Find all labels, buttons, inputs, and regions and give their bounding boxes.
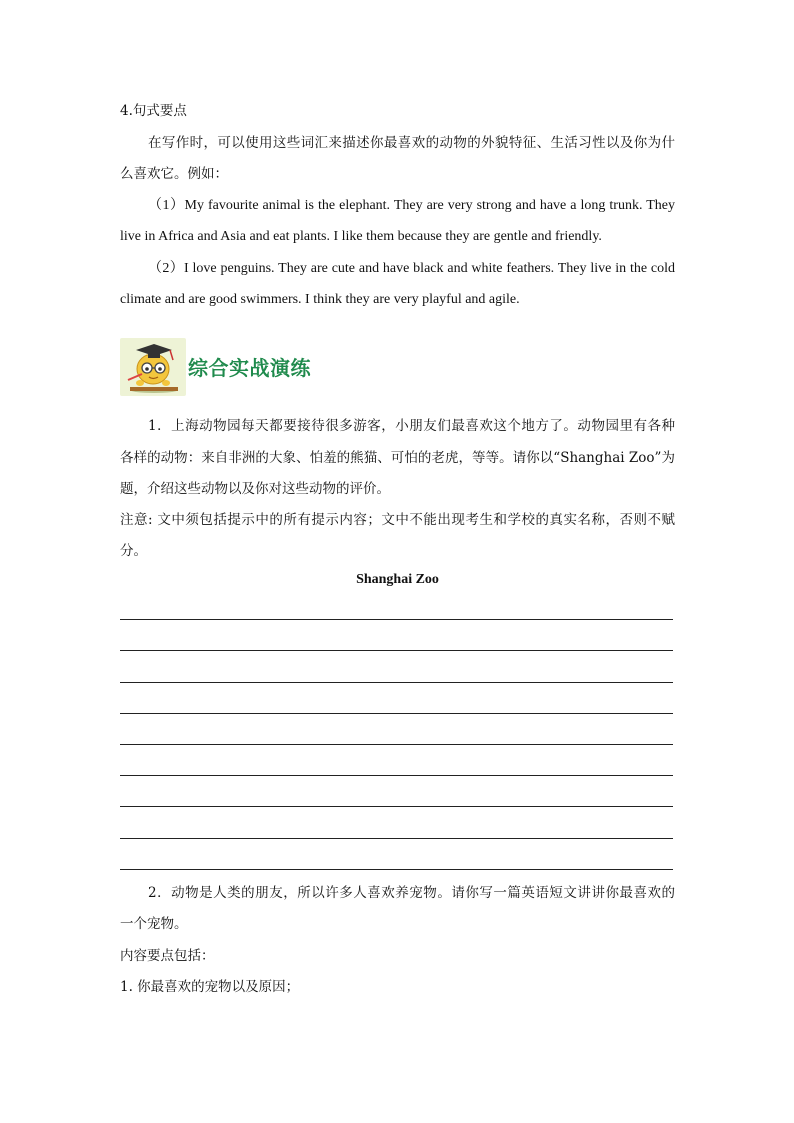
answer-line[interactable]	[120, 869, 673, 870]
task1-prompt-line: 1．上海动物园每天都要接待很多游客，小朋友们最喜欢这个地方了。动物园里有各种	[148, 418, 675, 434]
task2-points-heading: 内容要点包括：	[120, 948, 215, 964]
section-intro-line: 么喜欢它。例如：	[120, 166, 228, 182]
answer-line[interactable]	[120, 806, 673, 807]
section-intro-line: 在写作时，可以使用这些词汇来描述你最喜欢的动物的外貌特征、生活习性以及你为什	[148, 135, 675, 151]
essay-title: Shanghai Zoo	[356, 572, 439, 587]
banner-title: 综合实战演练	[188, 356, 311, 380]
task1-prompt-line: 题，介绍这些动物以及你对这些动物的评价。	[120, 481, 390, 497]
example-sentence-line: （1）My favourite animal is the elephant. They are very strong and have a long trunk. They	[148, 198, 675, 213]
task2-point: 1. 你最喜欢的宠物以及原因；	[120, 979, 300, 995]
example-sentence-line: live in Africa and Asia and eat plants. I like them because they are gentle and friendly.	[120, 229, 602, 244]
practice-banner	[120, 338, 420, 396]
answer-line[interactable]	[120, 713, 673, 714]
answer-line[interactable]	[120, 838, 673, 839]
task1-note-line: 注意: 文中须包括提示中的所有提示内容；文中不能出现考生和学校的真实名称，否则不赋	[120, 512, 675, 528]
answer-line[interactable]	[120, 619, 673, 620]
task2-prompt-line: 2．动物是人类的朋友，所以许多人喜欢养宠物。请你写一篇英语短文讲讲你最喜欢的	[148, 885, 675, 901]
task2-prompt-line: 一个宠物。	[120, 916, 188, 932]
task1-note-line: 分。	[120, 543, 147, 559]
example-sentence-line: （2）I love penguins. They are cute and have black and white feathers. They live in the cold	[148, 261, 675, 276]
scholar-mascot-icon	[120, 338, 186, 396]
example-sentence-line: climate and are good swimmers. I think they are very playful and agile.	[120, 292, 520, 307]
answer-line[interactable]	[120, 682, 673, 683]
task1-prompt-line: 各样的动物：来自非洲的大象、怕羞的熊猫、可怕的老虎，等等。请你以“Shanghai Zoo”为	[120, 450, 675, 466]
answer-line[interactable]	[120, 650, 673, 651]
section-heading: 4.句式要点	[120, 103, 187, 119]
answer-line[interactable]	[120, 775, 673, 776]
answer-line[interactable]	[120, 744, 673, 745]
